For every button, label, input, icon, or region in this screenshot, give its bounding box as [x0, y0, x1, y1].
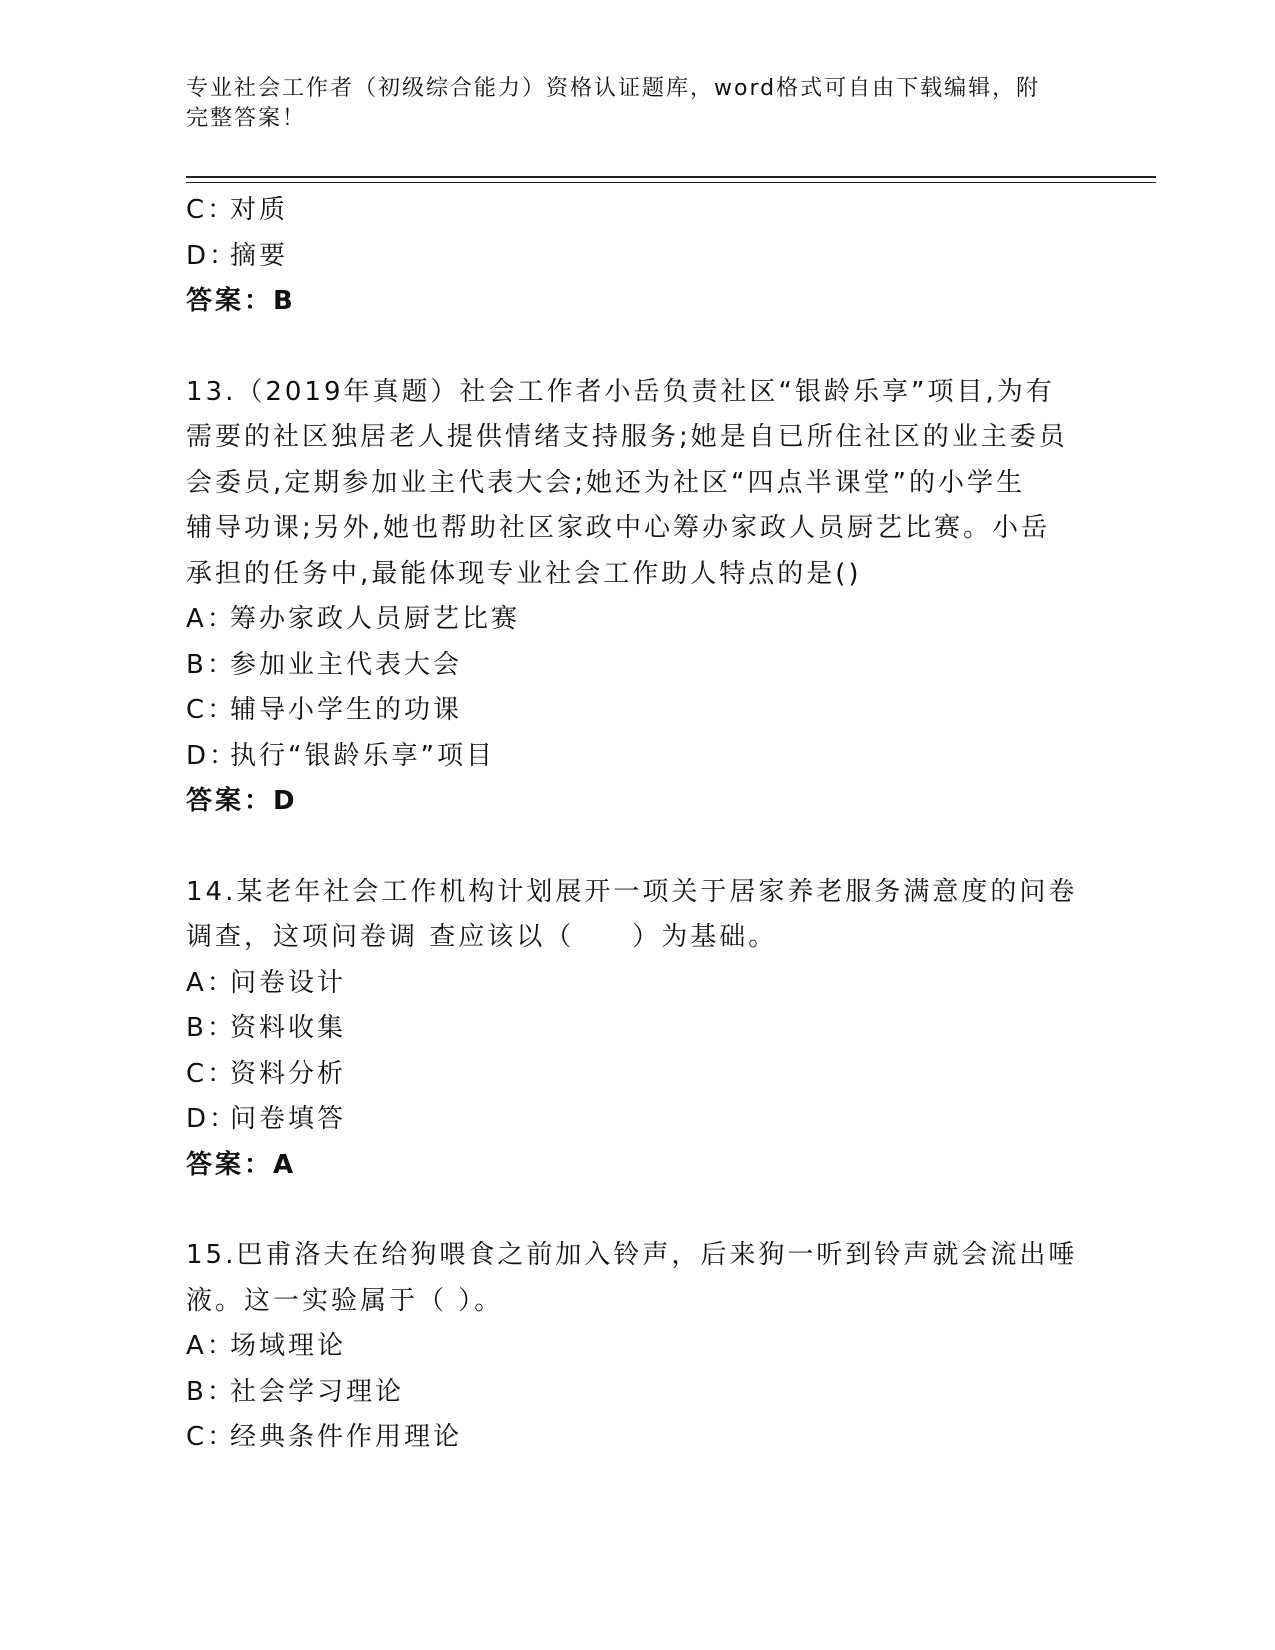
option-c: C： 资料分析	[186, 1058, 347, 1089]
option-a: A： 场域理论	[186, 1331, 347, 1361]
header-divider-thin	[186, 182, 1156, 183]
option-b: B： 资料收集	[186, 1013, 347, 1043]
answer: 答案：D	[186, 786, 298, 816]
header-line-1: 专业社会工作者（初级综合能力）资格认证题库，word格式可自由下载编辑，附	[186, 76, 1041, 101]
question-text-line: 调查，这项问卷调 查应该以（ ）为基础。	[186, 922, 778, 952]
page-header	[186, 74, 1066, 134]
question-list	[186, 188, 1086, 1461]
question-13	[186, 370, 1086, 825]
option-d: D： 问卷填答	[186, 1104, 347, 1134]
option-c: C： 辅导小学生的功课	[186, 695, 463, 725]
option-d: D： 摘要	[186, 240, 289, 271]
question-14	[186, 870, 1086, 1189]
question-12	[186, 188, 1086, 325]
question-text-line: 承担的任务中,最能体现专业社会工作助人特点的是()	[186, 558, 862, 589]
question-text-line: 需要的社区独居老人提供情绪支持服务;她是自已所住社区的业主委员	[186, 422, 1068, 452]
option-b: B： 社会学习理论	[186, 1376, 405, 1407]
option-c: C： 对质	[186, 195, 289, 225]
header-divider-thick	[186, 176, 1156, 178]
option-a: A： 问卷设计	[186, 967, 347, 998]
question-text-line: 会委员,定期参加业主代表大会;她还为社区“四点半课堂”的小学生	[186, 467, 1025, 498]
question-text-line: 13.（2019年真题）社会工作者小岳负责社区“银龄乐享”项目,为有	[186, 376, 1055, 407]
option-b: B： 参加业主代表大会	[186, 649, 463, 680]
header-line-2: 完整答案！	[186, 106, 307, 131]
answer: 答案：A	[186, 1149, 297, 1180]
question-text-line: 15.巴甫洛夫在给狗喂食之前加入铃声，后来狗一听到铃声就会流出唾	[186, 1240, 1078, 1270]
option-a: A： 筹办家政人员厨艺比赛	[186, 604, 521, 634]
answer: 答案：B	[186, 286, 296, 316]
option-d: D： 执行“银龄乐享”项目	[186, 740, 495, 771]
question-text-line: 14.某老年社会工作机构计划展开一项关于居家养老服务满意度的问卷	[186, 876, 1078, 907]
question-15	[186, 1233, 1086, 1461]
question-text-line: 液。这一实验属于（ ）。	[186, 1285, 504, 1316]
option-c: C： 经典条件作用理论	[186, 1422, 463, 1452]
question-text-line: 辅导功课;另外,她也帮助社区家政中心筹办家政人员厨艺比赛。小岳	[186, 513, 1051, 543]
